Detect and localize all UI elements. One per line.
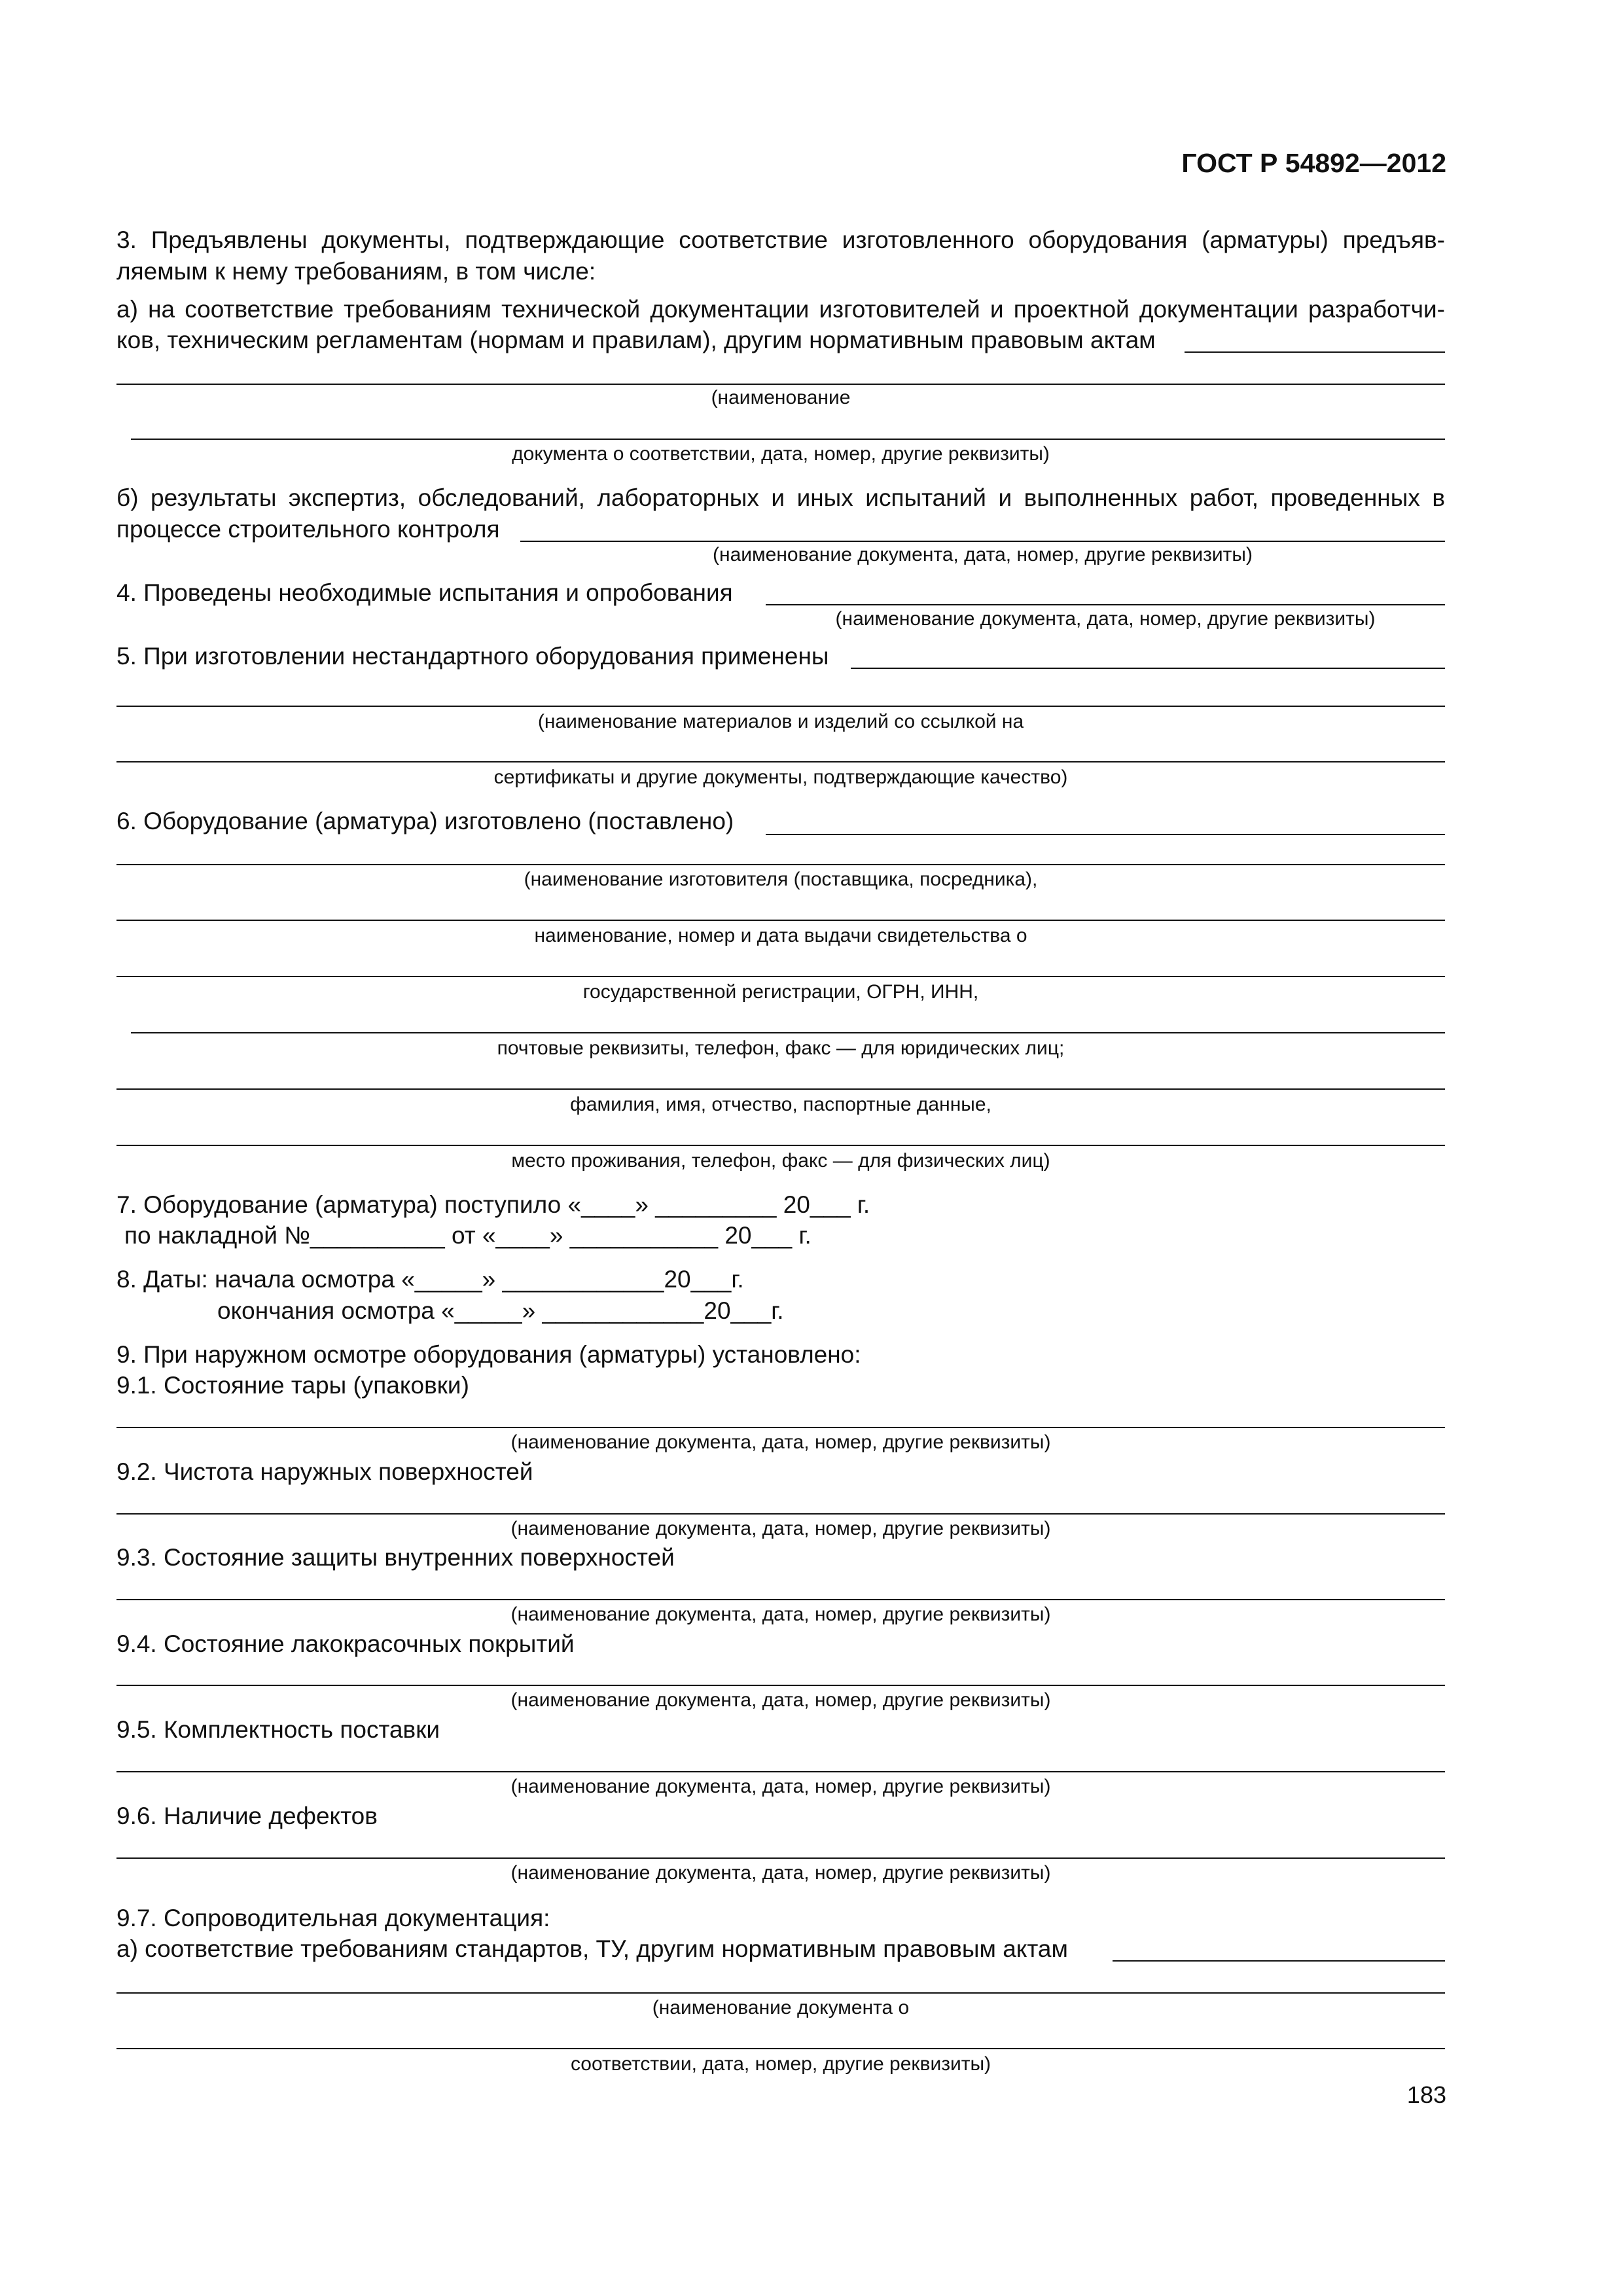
item9-2-field[interactable]	[116, 1513, 1445, 1515]
item9-5-field[interactable]	[116, 1771, 1445, 1772]
item9-7a-caption-2: соответствии, дата, номер, другие реквизиты)	[570, 2053, 991, 2075]
item5-line-fill-2[interactable]	[116, 761, 1445, 762]
item7-line2: по накладной №__________ от «____» ___________ 20___ г.	[124, 1222, 812, 1249]
item9-7a-caption-1: (наименование документа о	[652, 1997, 910, 2018]
item3b-line2: процессе строительного контроля	[116, 516, 500, 543]
item9-1-caption: (наименование документа, дата, номер, другие реквизиты)	[510, 1431, 1051, 1453]
item6-line-fill-6[interactable]	[116, 1145, 1445, 1146]
item9-6: 9.6. Наличие дефектов	[116, 1803, 378, 1829]
document-header: ГОСТ Р 54892—2012	[1181, 148, 1446, 178]
item8-line2: окончания осмотра «_____» ____________20___г.	[217, 1297, 784, 1324]
item3b-line1: б) результаты экспертиз, обследований, лабораторных и иных испытаний и выполненных работ, проведенных в	[116, 484, 1445, 511]
item9-5: 9.5. Комплектность поставки	[116, 1716, 440, 1743]
item6-caption-6: место проживания, телефон, факс — для физических лиц)	[511, 1150, 1050, 1172]
item3a-line-fill-1[interactable]	[116, 384, 1445, 385]
item9-4: 9.4. Состояние лакокрасочных покрытий	[116, 1630, 575, 1657]
item6-line-fill-3[interactable]	[116, 976, 1445, 977]
item9-3: 9.3. Состояние защиты внутренних поверхностей	[116, 1544, 675, 1571]
item3a-line1: а) на соответствие требованиям технической документации изготовителей и проектной документации разработчи-	[116, 296, 1445, 323]
item6-line-fill-4[interactable]	[131, 1032, 1445, 1033]
item9-2: 9.2. Чистота наружных поверхностей	[116, 1458, 533, 1485]
item9-7a-field[interactable]	[1113, 1960, 1445, 1962]
item9-1: 9.1. Состояние тары (упаковки)	[116, 1372, 469, 1399]
item9-6-caption: (наименование документа, дата, номер, другие реквизиты)	[510, 1862, 1051, 1884]
item9-3-caption: (наименование документа, дата, номер, другие реквизиты)	[510, 1604, 1051, 1625]
item9-7a-line-fill-1[interactable]	[116, 1992, 1445, 1994]
item6-text: 6. Оборудование (арматура) изготовлено (поставлено)	[116, 808, 734, 834]
item6-line-fill-1[interactable]	[116, 864, 1445, 865]
item5-text: 5. При изготовлении нестандартного оборудования применены	[116, 643, 829, 670]
item5-line-fill-1[interactable]	[116, 706, 1445, 707]
item6-line-fill-5[interactable]	[116, 1088, 1445, 1090]
item9-7a: а) соответствие требованиям стандартов, ТУ, другим нормативным правовым актам	[116, 1935, 1068, 1962]
item3-line1: 3. Предъявлены документы, подтверждающие соответствие изготовленного оборудования (арматуры) предъяв-	[116, 226, 1445, 253]
item9-6-field[interactable]	[116, 1857, 1445, 1859]
item9-4-field[interactable]	[116, 1685, 1445, 1686]
item3b-caption: (наименование документа, дата, номер, другие реквизиты)	[713, 544, 1253, 565]
item6-caption-4: почтовые реквизиты, телефон, факс — для юридических лиц;	[497, 1037, 1065, 1059]
item6-caption-5: фамилия, имя, отчество, паспортные данные,	[570, 1094, 991, 1115]
item9-4-caption: (наименование документа, дата, номер, другие реквизиты)	[510, 1689, 1051, 1711]
item6-field[interactable]	[766, 834, 1445, 835]
item9-2-caption: (наименование документа, дата, номер, другие реквизиты)	[510, 1518, 1051, 1539]
item9-7: 9.7. Сопроводительная документация:	[116, 1905, 550, 1931]
item9-3-field[interactable]	[116, 1599, 1445, 1600]
item9-1-field[interactable]	[116, 1427, 1445, 1428]
item3a-line2: ков, техническим регламентам (нормам и правилам), другим нормативным правовым актам	[116, 327, 1156, 353]
item4-field[interactable]	[766, 604, 1445, 605]
item5-caption-2: сертификаты и другие документы, подтверждающие качество)	[493, 766, 1068, 788]
item7-line1: 7. Оборудование (арматура) поступило «____» _________ 20___ г.	[116, 1191, 870, 1218]
page-number: 183	[1406, 2081, 1446, 2108]
item5-caption-1: (наименование материалов и изделий со ссылкой на	[537, 711, 1024, 732]
item3a-field[interactable]	[1185, 351, 1445, 353]
item3b-field[interactable]	[520, 541, 1445, 542]
item6-caption-2: наименование, номер и дата выдачи свидетельства о	[534, 925, 1027, 946]
item9-intro: 9. При наружном осмотре оборудования (арматуры) установлено:	[116, 1341, 861, 1368]
item4-text: 4. Проведены необходимые испытания и опробования	[116, 579, 733, 606]
item5-field[interactable]	[851, 668, 1445, 669]
item6-caption-1: (наименование изготовителя (поставщика, посредника),	[524, 869, 1038, 890]
item3-line2: ляемым к нему требованиям, в том числе:	[116, 258, 596, 285]
item3a-line-fill-2[interactable]	[131, 439, 1445, 440]
item6-line-fill-2[interactable]	[116, 920, 1445, 921]
item8-line1: 8. Даты: начала осмотра «_____» ____________20___г.	[116, 1266, 744, 1293]
item9-7a-line-fill-2[interactable]	[116, 2048, 1445, 2049]
item4-caption: (наименование документа, дата, номер, другие реквизиты)	[835, 608, 1376, 630]
item9-5-caption: (наименование документа, дата, номер, другие реквизиты)	[510, 1776, 1051, 1797]
item3a-caption-1: (наименование	[711, 387, 851, 408]
item3a-caption-2: документа о соответствии, дата, номер, другие реквизиты)	[512, 443, 1050, 465]
item6-caption-3: государственной регистрации, ОГРН, ИНН,	[582, 981, 979, 1003]
